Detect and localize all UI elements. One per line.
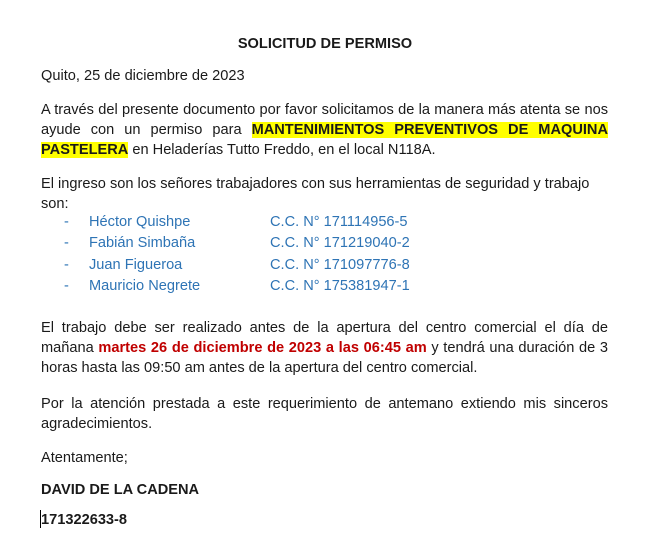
place-date: Quito, 25 de diciembre de 2023 bbox=[41, 68, 245, 84]
list-bullet: - bbox=[64, 277, 69, 294]
worker-id: C.C. N° 171219040-2 bbox=[270, 235, 410, 252]
schedule-text-before: El trabajo debe ser realizado antes de la apertura del centro comercial el día de mañana bbox=[41, 320, 608, 356]
list-item bbox=[41, 212, 601, 233]
salutation: Atentamente; bbox=[41, 450, 128, 466]
worker-id: C.C. N° 171114956-5 bbox=[270, 214, 408, 230]
closing-paragraph: Por la atención prestada a este requerimiento de antemano extiendo mis sinceros agradecimientos. bbox=[41, 396, 608, 432]
workers-list bbox=[41, 212, 601, 297]
intro-highlight: MANTENIMIENTOS PREVENTIVOS DE MAQUINA PASTELERA bbox=[41, 122, 609, 158]
document-title: SOLICITUD DE PERMISO bbox=[237, 36, 413, 52]
worker-name: Juan Figueroa bbox=[89, 256, 183, 273]
list-item bbox=[41, 276, 601, 297]
signer-name: DAVID DE LA CADENA bbox=[41, 482, 200, 498]
worker-name: Mauricio Negrete bbox=[89, 277, 201, 294]
schedule-paragraph bbox=[41, 318, 608, 378]
list-bullet: - bbox=[64, 214, 69, 230]
schedule-emphasis: martes 26 de diciembre de 2023 a las 06:45 am bbox=[98, 340, 427, 356]
intro-paragraph bbox=[41, 100, 608, 160]
worker-id: C.C. N° 171097776-8 bbox=[270, 256, 410, 273]
list-bullet: - bbox=[64, 256, 69, 273]
intro-text-after: en Heladerías Tutto Freddo, en el local N118A. bbox=[128, 142, 436, 158]
workers-intro: El ingreso son los señores trabajadores con sus herramientas de seguridad y trabajo son: bbox=[41, 176, 590, 212]
intro-text-before: A través del presente documento por favor solicitamos de la manera más atenta se nos ayude con un permiso para bbox=[41, 102, 608, 138]
worker-name: Fabián Simbaña bbox=[89, 235, 196, 252]
signer-id: 171322633-8 bbox=[41, 512, 128, 528]
list-item bbox=[41, 255, 601, 276]
list-bullet: - bbox=[64, 235, 69, 252]
schedule-text-after: y tendrá una duración de 3 horas hasta las 09:50 am antes de la apertura del centro comercial. bbox=[41, 340, 608, 376]
worker-name: Héctor Quishpe bbox=[89, 214, 191, 230]
worker-id: C.C. N° 175381947-1 bbox=[270, 277, 410, 294]
list-item bbox=[41, 233, 601, 254]
